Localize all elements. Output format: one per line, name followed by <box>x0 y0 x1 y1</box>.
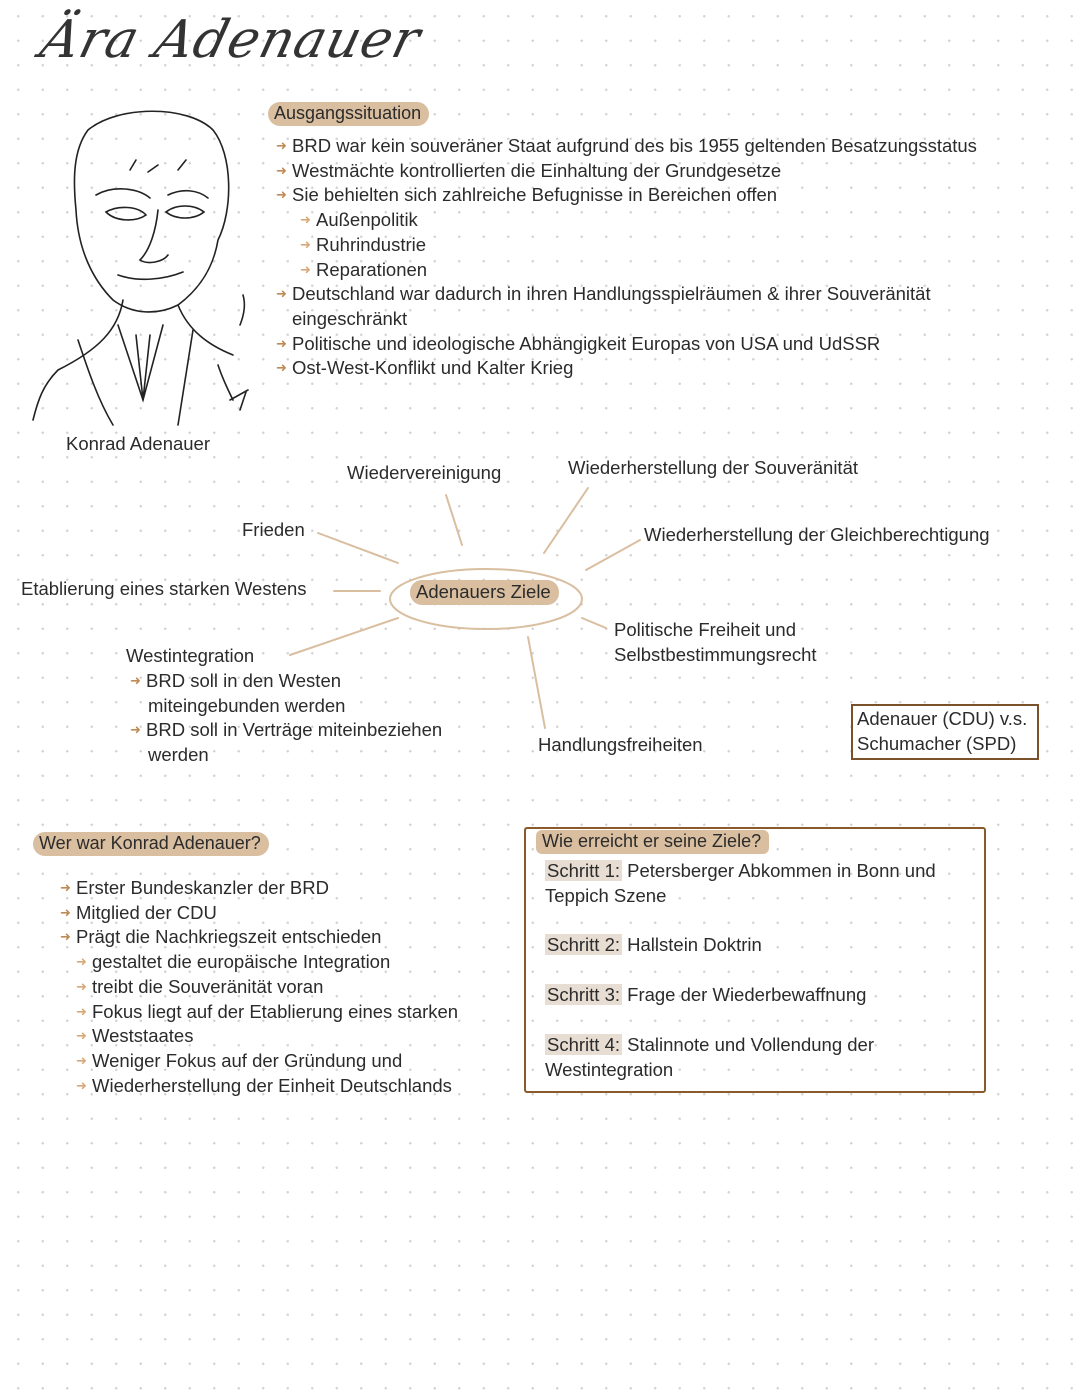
step-label: Schritt 3: <box>547 984 620 1006</box>
portrait-caption: Konrad Adenauer <box>66 433 211 454</box>
list-item: ➜ Deutschland war dadurch in ihren Handlungsspielräumen & ihrer Souveränität <box>276 282 1056 307</box>
list-item: ➜ Erster Bundeskanzler der BRD <box>60 876 500 901</box>
step-label: Schritt 4: <box>547 1033 620 1055</box>
node-starker-westen: Etablierung eines starken Westens <box>21 578 307 599</box>
node-freiheit-line2: Selbstbestimmungsrecht <box>614 643 817 665</box>
node-handlungsfreiheiten: Handlungsfreiheiten <box>538 734 703 755</box>
list-item: ➜ BRD soll in den Westen <box>130 669 490 694</box>
list-item-continuation: werden <box>148 744 209 766</box>
connector-line <box>528 637 545 728</box>
step-label: Schritt 2: <box>547 934 620 956</box>
list-item: ➜ Ost-West-Konflikt und Kalter Krieg <box>276 356 1056 381</box>
step-text-cont: Teppich Szene <box>545 884 667 906</box>
list-item: ➜ Westmächte kontrollierten die Einhaltung der Grundgesetze <box>276 159 1056 184</box>
list-item: ➜ BRD war kein souveräner Staat aufgrund des bis 1955 geltenden Besatzungsstatus <box>276 134 1056 159</box>
list-item: ➜ Prägt die Nachkriegszeit entschieden <box>60 925 500 950</box>
step-text: Hallstein Doktrin <box>627 934 762 956</box>
list-item: ➜ BRD soll in Verträge miteinbeziehen <box>130 718 490 743</box>
list-item: ➜ Außenpolitik <box>276 208 1056 233</box>
list-item: ➜ Weniger Fokus auf der Gründung und <box>60 1049 500 1074</box>
step-text: Petersberger Abkommen in Bonn und <box>627 860 936 881</box>
node-freiheit-line1: Politische Freiheit und <box>614 619 797 640</box>
node-frieden: Frieden <box>242 519 305 540</box>
connector-line <box>290 618 398 655</box>
connector-line <box>544 488 588 553</box>
list-item-continuation: miteingebunden werden <box>148 694 346 716</box>
wer-war-list <box>60 876 500 1098</box>
step-text-cont: Westintegration <box>545 1058 674 1080</box>
node-freiheit <box>614 618 817 667</box>
steps-list <box>545 859 975 1082</box>
list-item: ➜ gestaltet die europäische Integration <box>60 950 500 975</box>
step-3 <box>545 983 975 1008</box>
connector-line <box>318 533 398 563</box>
list-item: ➜ Sie behielten sich zahlreiche Befugnisse in Bereichen offen <box>276 183 1056 208</box>
section-heading-wie-erreicht: Wie erreicht er seine Ziele? <box>536 830 769 854</box>
step-2 <box>545 933 975 958</box>
list-item: ➜ Reparationen <box>276 258 1056 283</box>
step-text: Stalinnote und Vollendung der <box>627 1033 875 1055</box>
list-item: ➜ treibt die Souveränität voran <box>60 975 500 1000</box>
node-westintegration: Westintegration <box>126 645 255 666</box>
connector-line <box>586 540 640 570</box>
list-item: ➜ Mitglied der CDU <box>60 901 500 926</box>
section-heading-wer-war: Wer war Konrad Adenauer? <box>33 832 269 856</box>
versus-line2: Schumacher (SPD) <box>857 732 1017 754</box>
mindmap-center: Adenauers Ziele <box>410 580 559 605</box>
connector-line <box>446 495 462 545</box>
list-item: ➜ Politische und ideologische Abhängigkeit Europas von USA und UdSSR <box>276 332 1056 357</box>
westintegration-list <box>130 669 490 768</box>
step-4 <box>545 1033 975 1082</box>
node-gleichberechtigung: Wiederherstellung der Gleichberechtigung <box>644 524 990 545</box>
step-label: Schritt 1: <box>547 860 620 881</box>
step-1 <box>545 859 975 908</box>
page-title: Ära Adenauer <box>34 10 427 70</box>
node-souveraenitaet: Wiederherstellung der Souveränität <box>568 457 858 478</box>
section-heading-ausgangssituation: Ausgangssituation <box>268 102 429 126</box>
versus-line1: Adenauer (CDU) v.s. <box>857 708 1028 729</box>
list-item: ➜ Fokus liegt auf der Etablierung eines starken <box>60 1000 500 1025</box>
step-text: Frage der Wiederbewaffnung <box>627 984 867 1006</box>
node-wiedervereinigung: Wiedervereinigung <box>347 462 502 483</box>
list-item: ➜ Weststaates <box>60 1024 500 1049</box>
connector-line <box>582 618 606 628</box>
list-item-continuation: eingeschränkt <box>292 307 408 329</box>
versus-box <box>851 704 1039 760</box>
list-item: ➜ Wiederherstellung der Einheit Deutschlands <box>60 1074 500 1099</box>
list-item: ➜ Ruhrindustrie <box>276 233 1056 258</box>
